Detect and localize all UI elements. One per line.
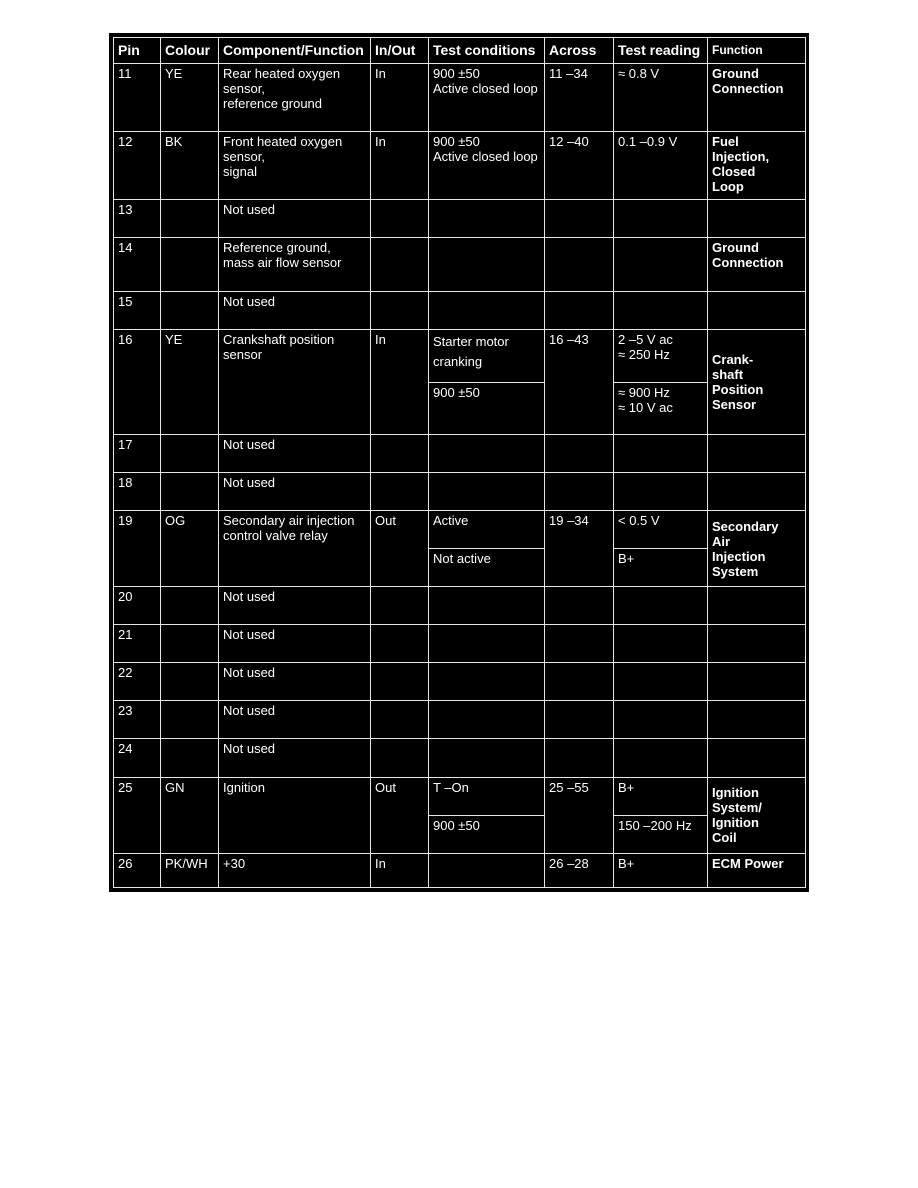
table-row	[114, 434, 806, 472]
inout-cell: Out	[371, 777, 429, 853]
table-row	[114, 739, 806, 777]
function-line: Air	[712, 533, 731, 549]
component-cell: Not used	[219, 663, 371, 701]
conditions-line: cranking	[433, 353, 483, 369]
component-cell: Not used	[219, 200, 371, 238]
reading-cell	[614, 701, 708, 739]
reading-line: ≈ 250 Hz	[618, 346, 670, 362]
conditions-line: 900 ±50	[433, 384, 480, 400]
colour-cell: BK	[161, 132, 219, 200]
reading-cell	[614, 625, 708, 663]
function-line: Secondary	[712, 518, 779, 534]
component-cell	[219, 238, 371, 291]
conditions-cell	[429, 132, 545, 200]
function-line: Injection	[712, 548, 766, 564]
inout-cell	[371, 739, 429, 777]
component-line: Front heated oxygen	[223, 134, 343, 150]
across-cell	[545, 434, 614, 472]
reading-cell	[614, 64, 708, 132]
header-reading: Test reading	[614, 38, 708, 64]
reading-line: 150 –200 Hz	[618, 817, 692, 833]
across-cell: 16 –43	[545, 329, 614, 434]
function-line: Ground	[712, 66, 759, 81]
table-row	[114, 853, 806, 887]
colour-cell	[161, 701, 219, 739]
colour-cell	[161, 200, 219, 238]
reading-cell	[614, 511, 708, 549]
conditions-cell	[429, 777, 545, 815]
header-component: Component/Function	[219, 38, 371, 64]
across-cell	[545, 739, 614, 777]
conditions-cell	[429, 64, 545, 132]
conditions-line: 900 ±50	[433, 134, 480, 150]
function-cell	[708, 511, 806, 587]
function-cell	[708, 701, 806, 739]
table-row	[114, 511, 806, 549]
table-row	[114, 777, 806, 815]
table-row	[114, 200, 806, 238]
pin-cell: 26	[114, 853, 161, 887]
reading-line: B+	[618, 551, 635, 567]
table-row	[114, 663, 806, 701]
colour-cell	[161, 238, 219, 291]
inout-cell: In	[371, 329, 429, 434]
pin-table-sheet	[109, 33, 809, 892]
component-cell: Not used	[219, 739, 371, 777]
component-line: Secondary air injection	[223, 513, 355, 528]
component-line: sensor	[223, 346, 263, 362]
reading-cell	[614, 739, 708, 777]
component-cell: Not used	[219, 291, 371, 329]
function-line: Injection,	[712, 149, 770, 165]
conditions-cell	[429, 291, 545, 329]
reading-cell	[614, 291, 708, 329]
table-row	[114, 132, 806, 200]
function-line: Fuel	[712, 134, 739, 150]
conditions-cell	[429, 238, 545, 291]
conditions-cell	[429, 511, 545, 549]
header-inout: In/Out	[371, 38, 429, 64]
conditions-line: 900 ±50	[433, 66, 480, 81]
colour-cell	[161, 739, 219, 777]
pin-cell: 14	[114, 238, 161, 291]
colour-cell	[161, 663, 219, 701]
component-line: Rear heated oxygen	[223, 66, 341, 81]
component-line: reference ground	[223, 96, 323, 111]
function-cell	[708, 663, 806, 701]
component-cell: +30	[219, 853, 371, 887]
table-row	[114, 238, 806, 291]
reading-cell	[614, 329, 708, 382]
conditions-cell	[429, 853, 545, 887]
across-cell	[545, 238, 614, 291]
conditions-cell	[429, 663, 545, 701]
colour-cell	[161, 291, 219, 329]
reading-line: B+	[618, 779, 635, 795]
pin-cell: 13	[114, 200, 161, 238]
across-cell	[545, 587, 614, 625]
across-cell: 26 –28	[545, 853, 614, 887]
header-pin: Pin	[114, 38, 161, 64]
reading-cell	[614, 200, 708, 238]
pin-cell: 19	[114, 511, 161, 587]
colour-cell: YE	[161, 329, 219, 434]
function-line: Position	[712, 381, 764, 397]
conditions-line: Not active	[433, 551, 491, 567]
component-cell: Not used	[219, 587, 371, 625]
pin-cell: 17	[114, 434, 161, 472]
function-line: Ignition	[712, 815, 759, 831]
across-cell: 12 –40	[545, 132, 614, 200]
function-line: Loop	[712, 179, 744, 195]
inout-cell	[371, 472, 429, 510]
component-line: Ignition	[223, 779, 265, 795]
component-line: sensor,	[223, 149, 265, 165]
pin-cell: 11	[114, 64, 161, 132]
function-cell	[708, 132, 806, 200]
inout-cell	[371, 701, 429, 739]
function-cell	[708, 200, 806, 238]
across-cell: 19 –34	[545, 511, 614, 587]
component-cell	[219, 64, 371, 132]
reading-cell	[614, 587, 708, 625]
table-row	[114, 625, 806, 663]
reading-cell	[614, 382, 708, 434]
reading-cell	[614, 132, 708, 200]
pin-cell: 24	[114, 739, 161, 777]
function-cell	[708, 64, 806, 132]
colour-cell	[161, 434, 219, 472]
component-line: Reference ground,	[223, 240, 331, 256]
pin-cell: 25	[114, 777, 161, 853]
conditions-cell	[429, 549, 545, 587]
table-row	[114, 701, 806, 739]
component-cell	[219, 511, 371, 587]
inout-cell: In	[371, 64, 429, 132]
pin-cell: 23	[114, 701, 161, 739]
conditions-cell	[429, 701, 545, 739]
across-cell: 11 –34	[545, 64, 614, 132]
function-cell	[708, 472, 806, 510]
component-cell	[219, 132, 371, 200]
colour-cell	[161, 472, 219, 510]
function-cell	[708, 434, 806, 472]
inout-cell	[371, 587, 429, 625]
function-line: Coil	[712, 830, 737, 846]
pin-table	[113, 37, 806, 888]
conditions-cell	[429, 625, 545, 663]
header-function: Function	[708, 38, 806, 64]
across-cell	[545, 291, 614, 329]
conditions-line: Starter motor	[433, 333, 509, 349]
reading-cell	[614, 434, 708, 472]
inout-cell	[371, 434, 429, 472]
reading-line: < 0.5 V	[618, 513, 660, 528]
component-line: control valve relay	[223, 528, 328, 543]
component-line: sensor,	[223, 81, 265, 96]
inout-cell: Out	[371, 511, 429, 587]
function-cell: ECM Power	[708, 853, 806, 887]
function-line: Connection	[712, 81, 784, 96]
function-line: Ground	[712, 240, 759, 256]
conditions-line: 900 ±50	[433, 817, 480, 833]
component-cell: Not used	[219, 701, 371, 739]
component-line: signal	[223, 164, 257, 180]
conditions-line: T –On	[433, 779, 469, 795]
across-cell	[545, 625, 614, 663]
pin-cell: 22	[114, 663, 161, 701]
conditions-cell	[429, 200, 545, 238]
conditions-cell	[429, 815, 545, 853]
reading-cell: B+	[614, 853, 708, 887]
colour-cell: PK/WH	[161, 853, 219, 887]
function-cell	[708, 291, 806, 329]
component-cell	[219, 329, 371, 434]
function-cell	[708, 587, 806, 625]
function-line: Connection	[712, 255, 784, 271]
header-row	[114, 38, 806, 64]
reading-cell	[614, 663, 708, 701]
reading-cell	[614, 815, 708, 853]
reading-cell	[614, 549, 708, 587]
pin-cell: 15	[114, 291, 161, 329]
conditions-cell	[429, 329, 545, 382]
reading-line: ≈ 0.8 V	[618, 66, 660, 81]
table-row	[114, 472, 806, 510]
function-cell	[708, 329, 806, 434]
conditions-cell	[429, 587, 545, 625]
header-colour: Colour	[161, 38, 219, 64]
across-cell	[545, 200, 614, 238]
colour-cell: YE	[161, 64, 219, 132]
table-row	[114, 291, 806, 329]
component-cell: Not used	[219, 434, 371, 472]
inout-cell	[371, 663, 429, 701]
component-cell: Not used	[219, 472, 371, 510]
reading-line: ≈ 10 V ac	[618, 399, 673, 415]
colour-cell	[161, 625, 219, 663]
across-cell	[545, 701, 614, 739]
function-cell	[708, 238, 806, 291]
colour-cell	[161, 587, 219, 625]
function-cell	[708, 625, 806, 663]
component-cell: Not used	[219, 625, 371, 663]
function-line: System	[712, 563, 759, 579]
reading-cell	[614, 777, 708, 815]
conditions-cell	[429, 739, 545, 777]
table-row	[114, 329, 806, 382]
inout-cell: In	[371, 132, 429, 200]
function-line: Ignition	[712, 785, 759, 801]
colour-cell: OG	[161, 511, 219, 587]
function-cell	[708, 777, 806, 853]
inout-cell	[371, 625, 429, 663]
across-cell	[545, 663, 614, 701]
pin-cell: 12	[114, 132, 161, 200]
pin-cell: 21	[114, 625, 161, 663]
conditions-cell	[429, 382, 545, 434]
across-cell	[545, 472, 614, 510]
pin-cell: 20	[114, 587, 161, 625]
conditions-line: Active	[433, 513, 469, 528]
table-row	[114, 64, 806, 132]
conditions-cell	[429, 472, 545, 510]
component-line: Crankshaft position	[223, 331, 335, 347]
function-line: Crank-	[712, 351, 754, 367]
function-line: Sensor	[712, 396, 757, 412]
reading-line: 0.1 –0.9 V	[618, 134, 678, 150]
pin-cell: 18	[114, 472, 161, 510]
function-cell	[708, 739, 806, 777]
header-conditions: Test conditions	[429, 38, 545, 64]
inout-cell	[371, 200, 429, 238]
component-cell	[219, 777, 371, 853]
colour-cell: GN	[161, 777, 219, 853]
component-line: mass air flow sensor	[223, 255, 342, 271]
function-line: shaft	[712, 366, 744, 382]
function-line: System/	[712, 800, 762, 816]
across-cell: 25 –55	[545, 777, 614, 853]
inout-cell	[371, 291, 429, 329]
conditions-cell	[429, 434, 545, 472]
conditions-line: Active closed loop	[433, 81, 538, 96]
reading-cell	[614, 238, 708, 291]
inout-cell: In	[371, 853, 429, 887]
inout-cell	[371, 238, 429, 291]
function-line: Closed	[712, 164, 756, 180]
reading-line: 2 –5 V ac	[618, 331, 673, 347]
reading-line: ≈ 900 Hz	[618, 384, 670, 400]
reading-cell	[614, 472, 708, 510]
table-row	[114, 587, 806, 625]
header-across: Across	[545, 38, 614, 64]
conditions-line: Active closed loop	[433, 149, 538, 165]
pin-cell: 16	[114, 329, 161, 434]
